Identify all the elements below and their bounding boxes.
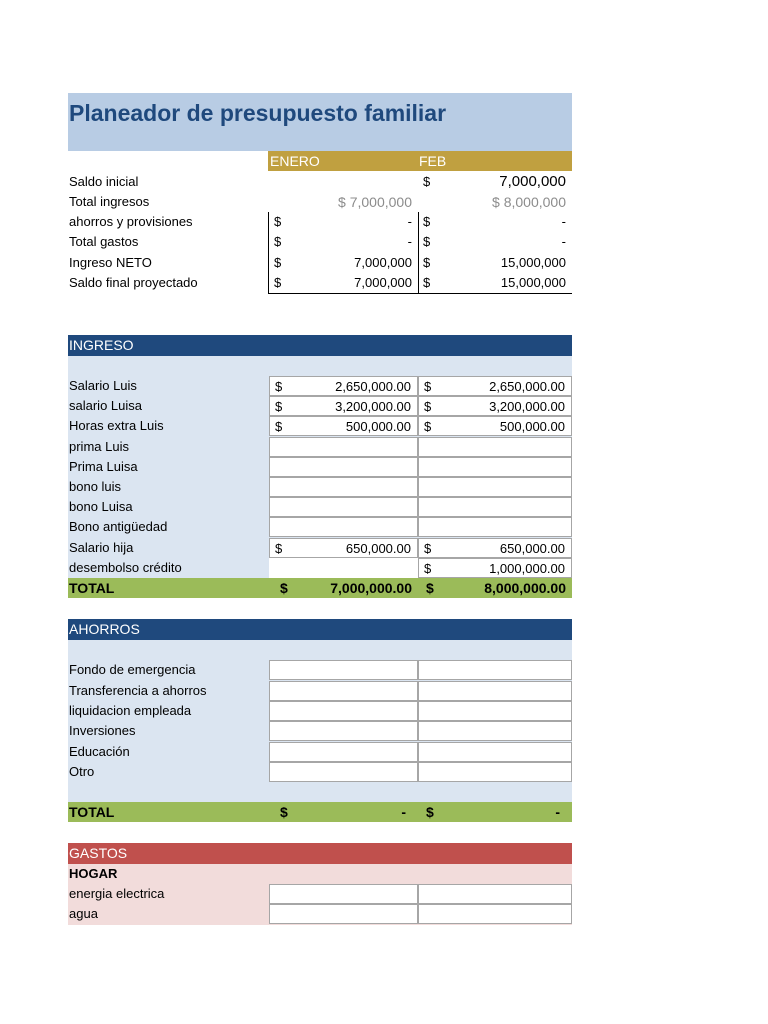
gastos-row	[68, 884, 572, 904]
row-label: Bono antigüedad	[69, 519, 168, 534]
row-label: Horas extra Luis	[69, 418, 164, 433]
gastos-subheader	[68, 864, 572, 884]
summary-row	[68, 273, 572, 293]
cell-enero[interactable]	[269, 904, 418, 924]
cell-feb[interactable]: $ 500,000.00	[418, 416, 572, 436]
dollar-sign: $	[274, 234, 282, 249]
summary-row	[68, 212, 572, 232]
row-label: Inversiones	[69, 723, 136, 738]
summary-row	[68, 192, 572, 212]
row-label: Saldo inicial	[69, 174, 139, 189]
ingreso-row	[68, 376, 572, 396]
ahorros-section-header	[68, 619, 572, 640]
cell-feb[interactable]	[418, 457, 572, 477]
cell-enero[interactable]: $ -	[269, 212, 418, 232]
cell-enero[interactable]: $ 7,000,000	[269, 273, 418, 293]
cell-feb[interactable]	[418, 904, 572, 924]
gastos-section-header	[68, 843, 572, 864]
cell-feb[interactable]: $ 650,000.00	[418, 538, 572, 558]
dollar-sign: $	[280, 580, 288, 596]
cell-feb[interactable]	[418, 742, 572, 762]
cell-enero[interactable]	[269, 762, 418, 782]
cell-enero[interactable]: $ 3,200,000.00	[269, 396, 418, 416]
cell-feb[interactable]: $ 3,200,000.00	[418, 396, 572, 416]
ahorros-row	[68, 721, 572, 741]
ingreso-row	[68, 457, 572, 477]
cell-enero[interactable]: $ 650,000.00	[269, 538, 418, 558]
dollar-sign: $	[424, 419, 432, 434]
row-label: energia electrica	[69, 886, 165, 901]
row-label: ahorros y provisiones	[69, 214, 193, 229]
total-feb[interactable]: $ 8,000,000.00	[426, 580, 566, 596]
ahorros-row	[68, 681, 572, 701]
section-title: INGRESO	[69, 337, 134, 353]
dollar-sign: $	[274, 214, 282, 229]
cell-enero[interactable]	[269, 517, 418, 537]
row-label: desembolso crédito	[69, 560, 182, 575]
row-label: agua	[69, 906, 98, 921]
row-label: Prima Luisa	[69, 459, 138, 474]
cell-enero[interactable]	[269, 742, 418, 762]
ahorros-row	[68, 742, 572, 762]
dollar-sign: $	[424, 379, 432, 394]
ingreso-row	[68, 416, 572, 436]
cell-enero[interactable]	[269, 477, 418, 497]
cell-feb[interactable]	[418, 477, 572, 497]
dollar-sign: $	[280, 804, 288, 820]
ingreso-row	[68, 558, 572, 578]
dollar-sign: $	[423, 174, 431, 189]
total-feb[interactable]: $ -	[426, 804, 560, 820]
cell-enero[interactable]: $ 2,650,000.00	[269, 376, 418, 396]
cell-feb[interactable]: $ -	[418, 212, 572, 232]
page-title: Planeador de presupuesto familiar	[69, 100, 447, 126]
cell-feb[interactable]	[418, 517, 572, 537]
cell-enero[interactable]: $ 500,000.00	[269, 416, 418, 436]
cell-enero[interactable]	[269, 660, 418, 680]
cell-feb[interactable]	[418, 437, 572, 457]
row-label: Educación	[69, 744, 130, 759]
ingreso-total-row	[68, 578, 572, 598]
row-label: prima Luis	[69, 439, 129, 454]
dollar-sign: $	[426, 580, 434, 596]
cell-enero[interactable]	[269, 701, 418, 721]
summary-row	[68, 172, 572, 192]
row-label: Total ingresos	[69, 194, 150, 209]
cell-enero[interactable]	[269, 437, 418, 457]
row-label: salario Luisa	[69, 398, 142, 413]
cell-enero[interactable]	[269, 497, 418, 517]
ahorros-total-row	[68, 802, 572, 822]
ingreso-row	[68, 497, 572, 517]
row-label: Salario hija	[69, 540, 134, 555]
row-label: bono Luisa	[69, 499, 133, 514]
ahorros-row	[68, 660, 572, 680]
ingreso-row	[68, 396, 572, 416]
dollar-sign: $	[424, 561, 432, 576]
total-label: TOTAL	[69, 580, 115, 596]
subheader-label: HOGAR	[69, 866, 118, 881]
dollar-sign: $	[275, 541, 283, 556]
dollar-sign: $	[275, 419, 283, 434]
cell-feb[interactable]: $ 15,000,000	[418, 273, 572, 293]
month-header-bar	[268, 151, 572, 171]
gastos-row	[68, 904, 572, 924]
dollar-sign: $	[423, 214, 431, 229]
ahorros-row	[68, 762, 572, 782]
dollar-sign: $	[274, 255, 282, 270]
dollar-sign: $	[423, 275, 431, 290]
dollar-sign: $	[423, 255, 431, 270]
cell-feb[interactable]	[418, 762, 572, 782]
summary-row	[68, 232, 572, 252]
row-label: bono luis	[69, 479, 122, 494]
total-enero[interactable]: $ -	[280, 804, 406, 820]
cell-feb[interactable]: $ 15,000,000	[418, 253, 572, 273]
month-feb: FEB	[419, 153, 447, 169]
cell-feb[interactable]	[418, 497, 572, 517]
dollar-sign: $	[275, 399, 283, 414]
cell-enero[interactable]: $ 7,000,000	[269, 253, 418, 273]
dollar-sign: $	[423, 234, 431, 249]
row-label: Fondo de emergencia	[69, 662, 196, 677]
row-label: Total gastos	[69, 234, 139, 249]
cell-enero[interactable]	[269, 721, 418, 741]
cell-enero[interactable]	[269, 457, 418, 477]
cell-feb[interactable]	[418, 681, 572, 701]
section-title: AHORROS	[69, 621, 140, 637]
ingreso-section-header	[68, 335, 572, 356]
dollar-sign: $	[274, 275, 282, 290]
cell-enero[interactable]: $ 7,000,000	[338, 194, 412, 210]
cell-enero[interactable]: $ -	[269, 232, 418, 252]
ingreso-row	[68, 517, 572, 537]
ahorros-row	[68, 701, 572, 721]
cell-enero[interactable]	[269, 172, 418, 192]
cell-feb[interactable]: $ 8,000,000	[492, 194, 566, 210]
section-title: GASTOS	[69, 845, 128, 861]
cell-enero[interactable]	[269, 884, 418, 904]
row-label: Transferencia a ahorros	[69, 683, 207, 698]
cell-feb[interactable]: $ -	[418, 232, 572, 252]
dollar-sign: $	[426, 804, 434, 820]
cell-feb[interactable]	[418, 660, 572, 680]
cell-enero[interactable]	[269, 681, 418, 701]
cell-feb[interactable]	[418, 701, 572, 721]
summary-row	[68, 253, 572, 273]
month-enero: ENERO	[270, 153, 320, 169]
row-label: Otro	[69, 764, 95, 779]
row-label: Salario Luis	[69, 378, 137, 393]
cell-feb[interactable]: $ 2,650,000.00	[418, 376, 572, 396]
dollar-sign: $	[275, 379, 283, 394]
cell-enero[interactable]	[269, 558, 418, 578]
row-label: Ingreso NETO	[69, 255, 152, 270]
ingreso-row	[68, 477, 572, 497]
cell-feb[interactable]	[418, 884, 572, 904]
dollar-sign: $	[424, 399, 432, 414]
cell-feb[interactable]: $ 7,000,000	[423, 173, 566, 190]
row-label: liquidacion empleada	[69, 703, 192, 718]
total-enero[interactable]: $ 7,000,000.00	[280, 580, 412, 596]
dollar-sign: $	[424, 541, 432, 556]
row-label: Saldo final proyectado	[69, 275, 198, 290]
cell-feb[interactable]	[418, 721, 572, 741]
total-label: TOTAL	[69, 804, 115, 820]
title-banner	[68, 93, 572, 151]
cell-feb[interactable]: $ 1,000,000.00	[418, 558, 572, 578]
ingreso-row	[68, 538, 572, 558]
ingreso-row	[68, 437, 572, 457]
